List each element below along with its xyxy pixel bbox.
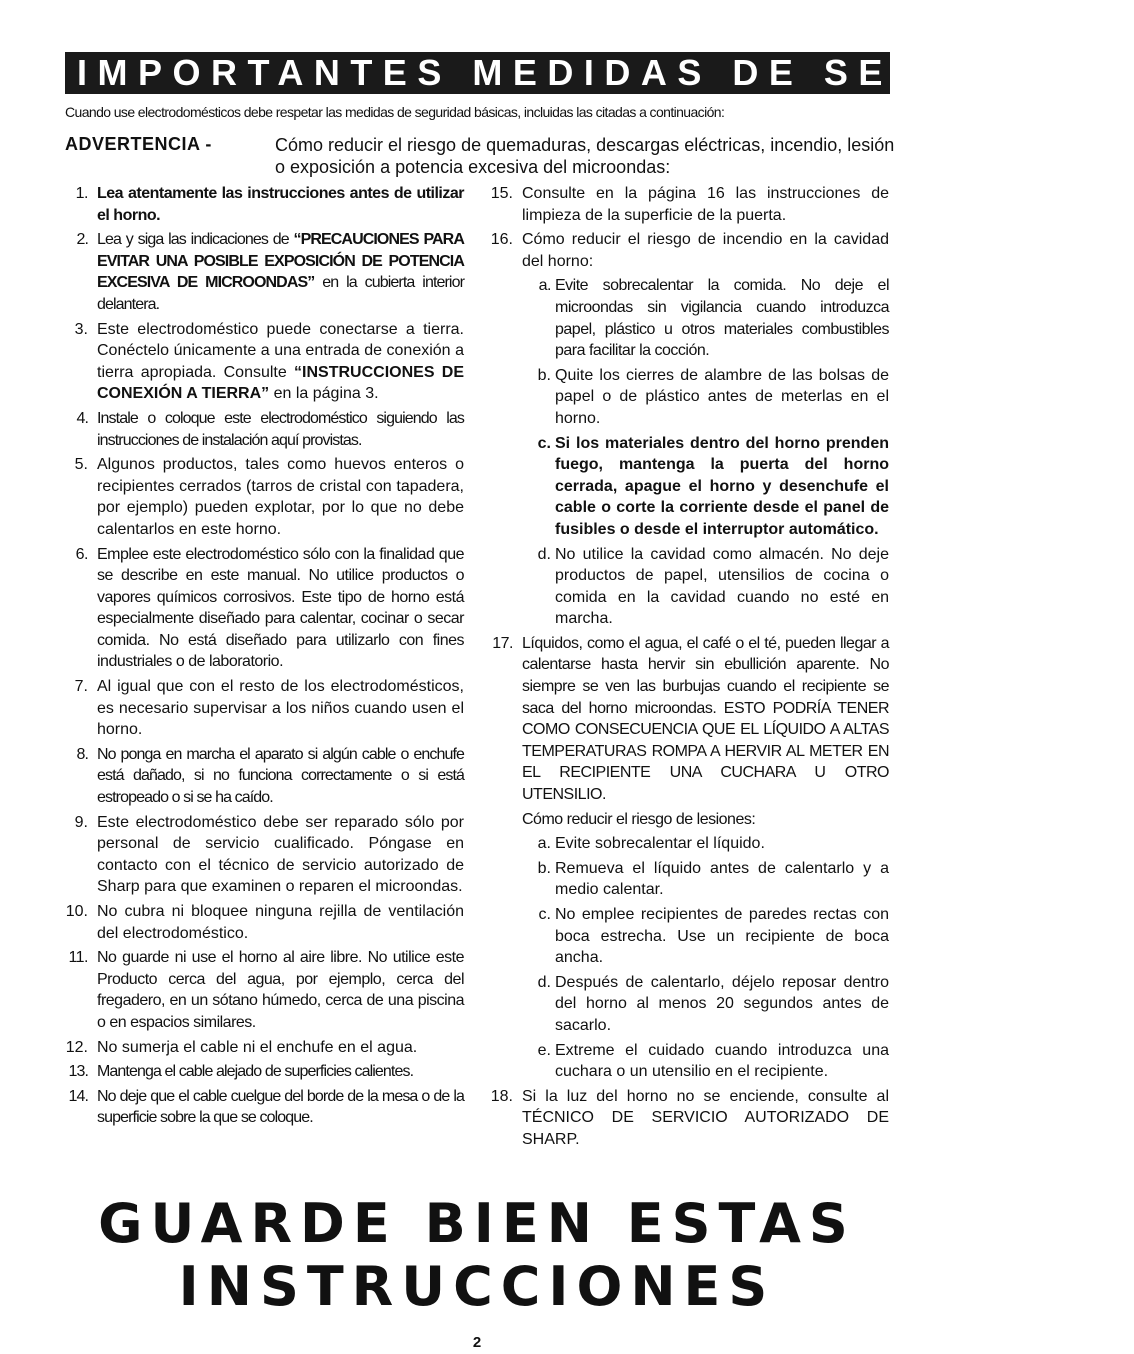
list-item-18: 18. Si la luz del horno no se enciende, consulte al TÉCNICO DE SERVICIO AUTORIZADO DE SHARP.: [490, 1087, 889, 1148]
intro-text: Cuando use electrodomésticos debe respetar las medidas de seguridad básicas, incluidas las citadas a continuación:: [65, 104, 725, 120]
list-item-16: 16. Cómo reducir el riesgo de incendio en la cavidad del horno:: [490, 231, 889, 270]
warning-text: Cómo reducir el riesgo de quemaduras, descargas eléctricas, incendio, lesión o exposición a potencia excesiva del microondas:: [275, 135, 895, 177]
left-column: [62, 183, 464, 1132]
list-item-2: 2. Lea y siga las indicaciones de “PRECAUCIONES PARA EVITAR UNA POSIBLE EXPOSICIÓN DE POTENCIA EXCESIVA DE MICROONDAS” en la cubierta interior delantera.: [76, 231, 464, 313]
list-item-15: 15. Consulte en la página 16 las instrucciones de limpieza de la superficie de la puerta.: [490, 185, 889, 224]
list-item-17e: e. Extreme el cuidado cuando introduzca una cuchara o un utensilio en el recipiente.: [537, 1041, 889, 1081]
list-item-17a: a. Evite sobrecalentar el líquido.: [537, 835, 765, 853]
list-item-12: 12. No sumerja el cable ni el enchufe en el agua.: [65, 1038, 418, 1056]
list-item-6: 6. Emplee este electrodoméstico sólo con la finalidad que se describe en este manual. No utilice productos o vapores químicos corrosivos. Este tipo de horno está especialmente diseñado para calentar, cocinar o secar comida. No está diseñado para utilizarlo con fines industriales o de laboratorio.: [75, 545, 464, 671]
list-item-9: 9. Este electrodoméstico debe ser reparado sólo por personal de servicio cualificado. Póngase en contacto con el técnico de servicio autorizado de Sharp para que examinen o reparen el microondas.: [74, 813, 464, 896]
save-instructions-line-2: INSTRUCCIONES: [178, 1255, 776, 1318]
list-item-8: 8. No ponga en marcha el aparato si algún cable o enchufe está dañado, si no funciona correctamente o si está estropeado o si se ha caído.: [76, 745, 464, 807]
list-item-7: 7. Al igual que con el resto de los electrodomésticos, es necesario supervisar a los niños cuando usen el horno.: [74, 678, 464, 739]
list-item-16a: a. Evite sobrecalentar la comida. No deje el microondas sin vigilancia cuando introduzca papel, plástico u otros materiales combustibles para facilitar la cocción.: [538, 277, 889, 360]
right-column: [487, 183, 889, 1154]
list-item-13: 13. Mantenga el cable alejado de superficies calientes.: [68, 1063, 414, 1081]
list-item-5: 5. Algunos productos, tales como huevos enteros o recipientes cerrados (tarros de cristal con tapadera, por ejemplo) pueden explotar, por lo que no debe calentarlos en este horno.: [74, 456, 464, 538]
save-instructions-line-1: GUARDE BIEN ESTAS: [98, 1192, 856, 1255]
list-item-16c: c. Si los materiales dentro del horno prenden fuego, mantenga la puerta del horno cerrada, apague el horno y desenchufe el cable o corte la corriente desde el panel de fusibles o desde el interruptor automático.: [537, 434, 889, 538]
warning-label: ADVERTENCIA -: [65, 134, 212, 154]
page-number: 2: [472, 1334, 482, 1351]
list-item-1: 1. Lea atentamente las instrucciones antes de utilizar el horno.: [75, 185, 464, 224]
list-item-16b: b. Quite los cierres de alambre de las bolsas de papel o de plástico antes de meterlas en el horno.: [537, 366, 889, 427]
page-title: IMPORTANTES MEDIDAS DE SEGURIDAD: [65, 52, 890, 94]
list-item-17: 17. Líquidos, como el agua, el café o el té, pueden llegar a calentarse hasta hervir sin ebullición aparente. No siempre se ven las burbujas cuando el recipiente se saca del horno microondas. ESTO PODRÍA TENER COMO CONSECUENCIA QUE EL LÍQUIDO A ALTAS TEMPERATURAS ROMPA A HERVIR AL METER EN EL RECIPIENTE UNA CUCHARA U OTRO UTENSILIO.: [492, 634, 889, 804]
list-item-11: 11. No guarde ni use el horno al aire libre. No utilice este Producto cerca del agua, por ejemplo, cerca del fregadero, en un sótano húmedo, cerca de una piscina o en espacios similares.: [68, 949, 464, 1031]
list-item-3: 3. Este electrodoméstico puede conectarse a tierra. Conéctelo únicamente a una entrada de conexión a tierra apropiada. Consulte “INSTRUCCIONES DE CONEXIÓN A TIERRA” en la página 3.: [74, 320, 464, 403]
lesiones-heading: Cómo reducir el riesgo de lesiones:: [522, 810, 756, 828]
list-item-10: 10. No cubra ni bloquee ninguna rejilla de ventilación del electrodoméstico.: [65, 903, 464, 942]
list-item-17c: c. No emplee recipientes de paredes rectas con boca estrecha. Use un recipiente de boca ancha.: [538, 906, 889, 967]
list-item-17d: d. Después de calentarlo, déjelo reposar dentro del horno al menos 20 segundos antes de sacarlo.: [537, 973, 889, 1034]
list-item-17b: b. Remueva el líquido antes de calentarlo y a medio calentar.: [537, 859, 889, 899]
list-item-16d: d. No utilice la cavidad como almacén. No deje productos de papel, utensilios de cocina o comida en la cavidad cuando no esté en marcha.: [537, 545, 889, 628]
list-item-14: 14. No deje que el cable cuelgue del borde de la mesa o de la superficie sobre la que se coloque.: [68, 1087, 464, 1127]
list-item-4: 4. Instale o coloque este electrodoméstico siguiendo las instrucciones de instalación aquí provistas.: [76, 409, 464, 449]
